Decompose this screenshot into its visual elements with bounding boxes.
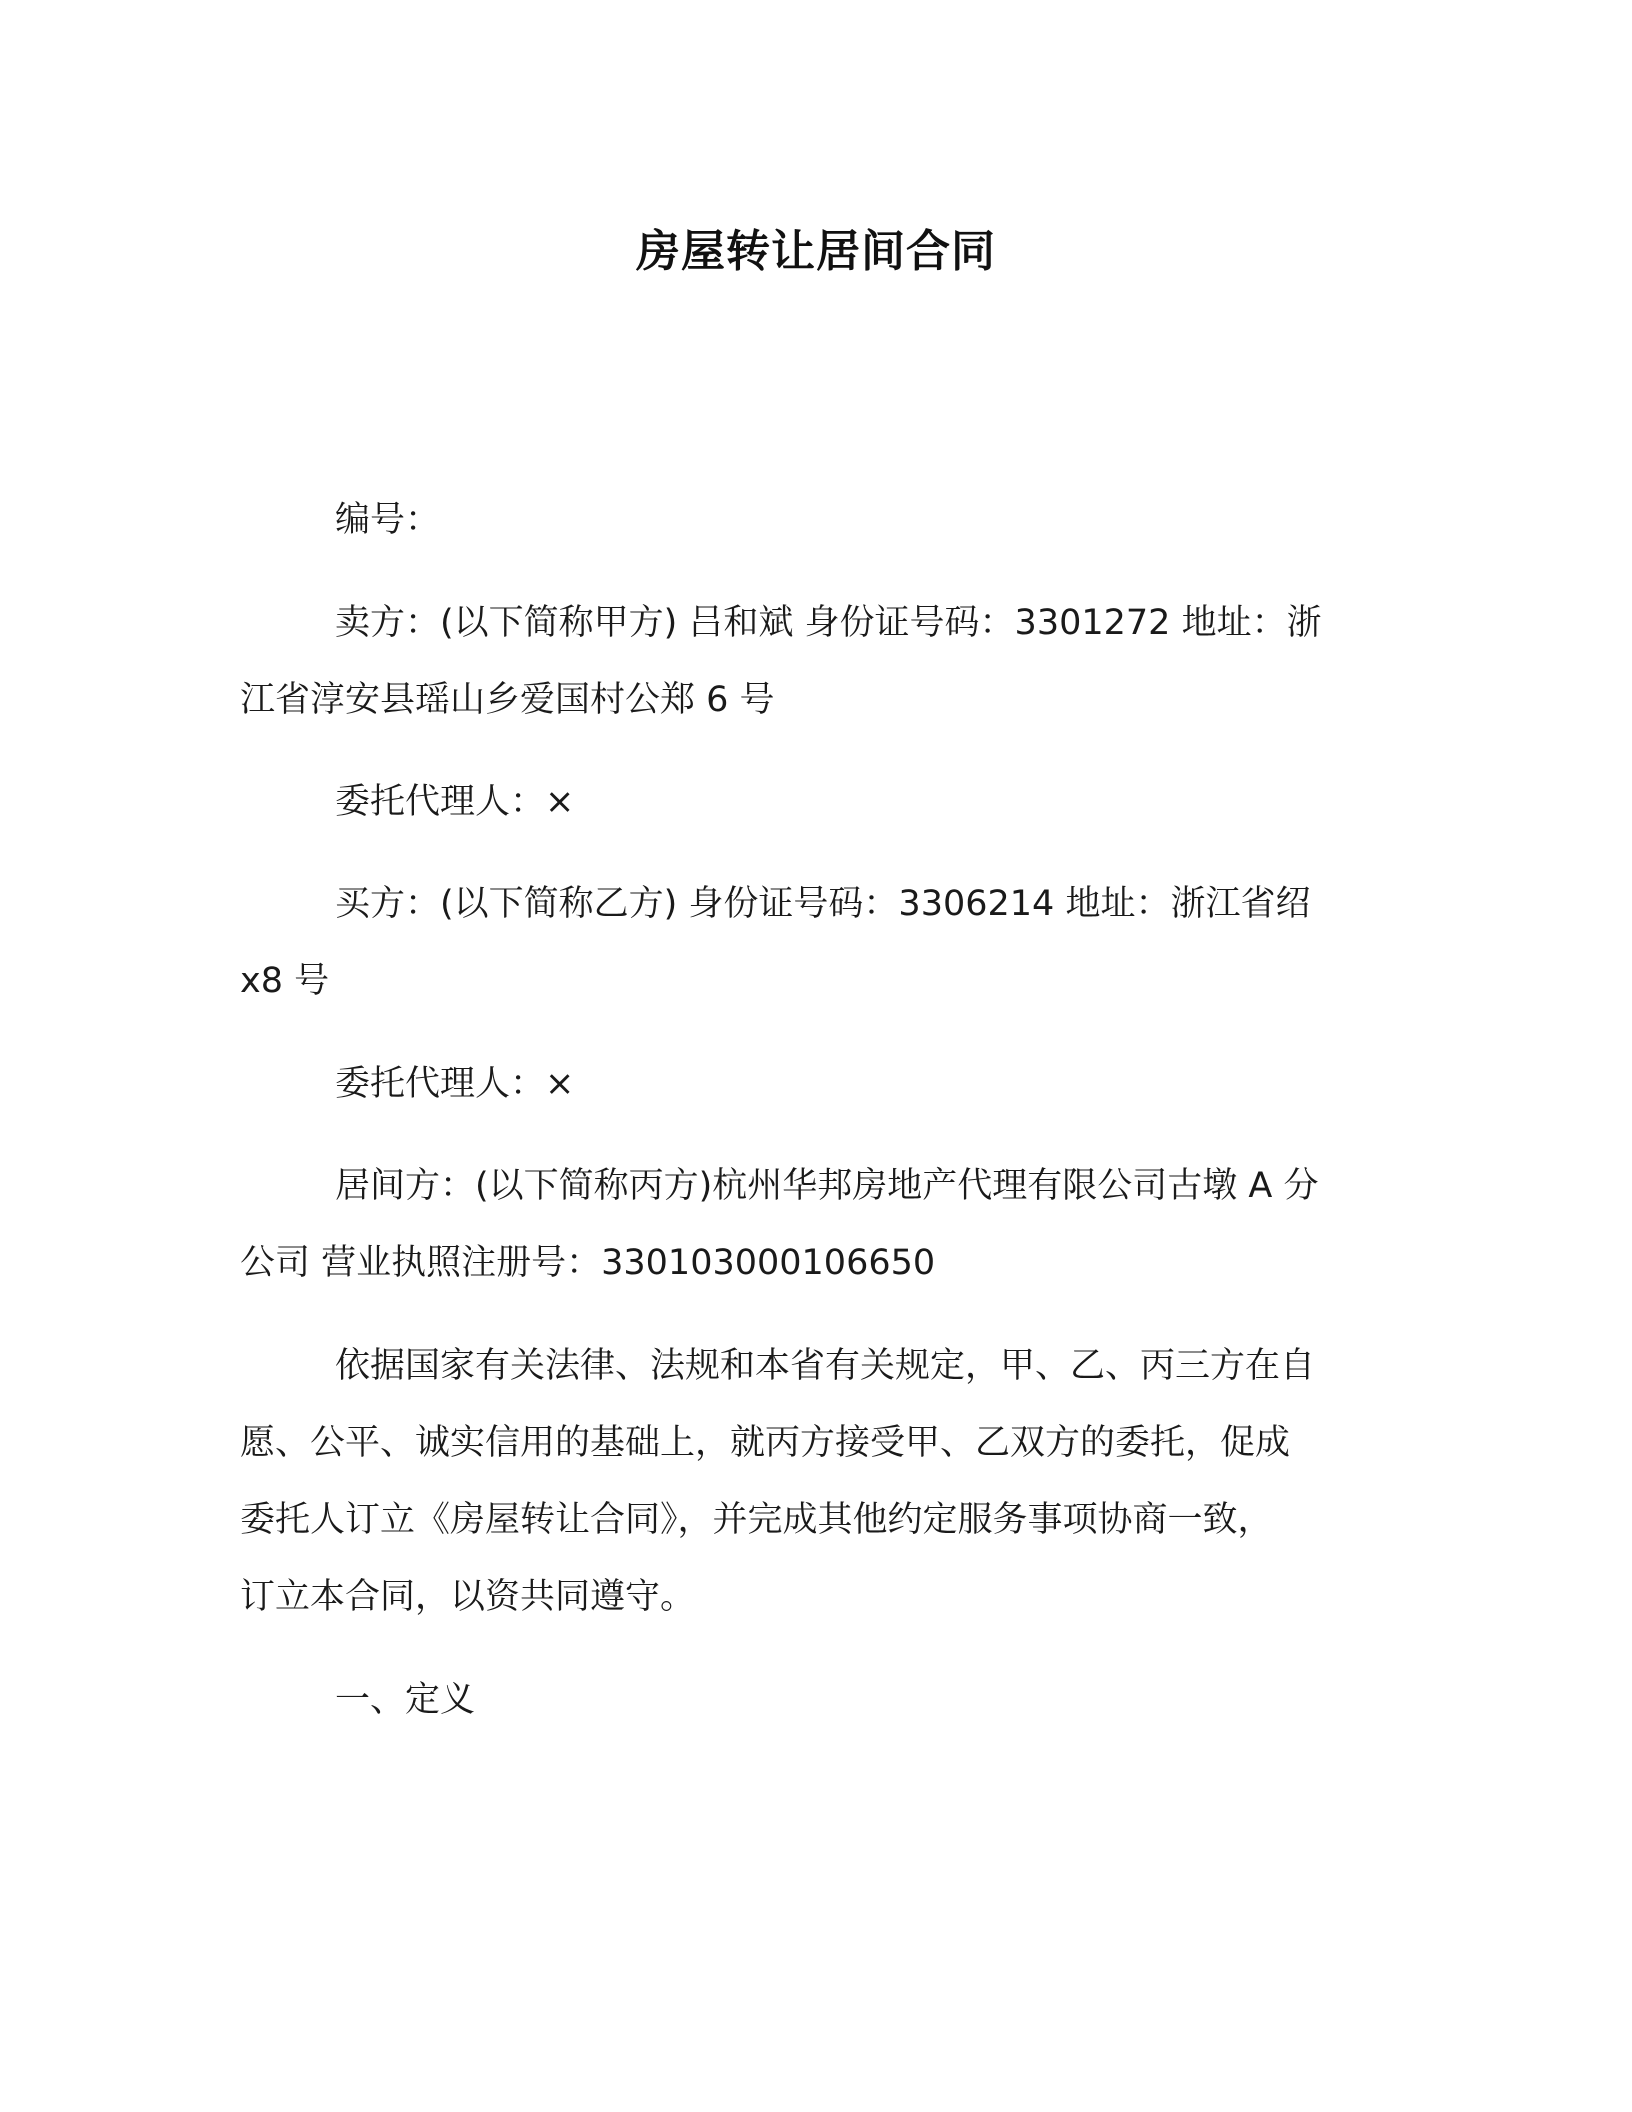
page-title: 房屋转让居间合同 (636, 226, 996, 277)
broker-paragraph (240, 1148, 1380, 1302)
preamble-line-2: 愿、公平、诚实信用的基础上，就丙方接受甲、乙双方的委托，促成 (240, 1423, 1291, 1463)
section-heading-definitions (240, 1662, 1380, 1739)
section-1-heading: 一、定义 (335, 1680, 476, 1720)
contract-number (240, 482, 1380, 559)
preamble-line-4: 订立本合同，以资共同遵守。 (240, 1577, 696, 1617)
buyer-line-1: 买方：(以下简称乙方) 身份证号码：3306214 地址：浙江省绍 (335, 884, 1311, 924)
buyer-paragraph (240, 866, 1380, 1020)
seller-line-2: 江省淳安县瑶山乡爱国村公郑 6 号 (240, 680, 775, 720)
seller-agent: 委托代理人：× (335, 782, 575, 822)
broker-line-2: 公司 营业执照注册号：330103000106650 (240, 1243, 936, 1283)
preamble-line-1: 依据国家有关法律、法规和本省有关规定，甲、乙、丙三方在自 (335, 1346, 1316, 1386)
seller-agent-paragraph (240, 764, 1380, 841)
number-label: 编号： (335, 500, 441, 540)
broker-line-1: 居间方：(以下简称丙方)杭州华邦房地产代理有限公司古墩 A 分 (335, 1166, 1319, 1206)
buyer-line-2: x8 号 (240, 961, 330, 1001)
preamble-line-3: 委托人订立《房屋转让合同》，并完成其他约定服务事项协商一致， (240, 1500, 1273, 1540)
seller-paragraph (240, 585, 1380, 739)
buyer-agent: 委托代理人：× (335, 1064, 575, 1104)
seller-line-1: 卖方：(以下简称甲方) 吕和斌 身份证号码：3301272 地址：浙 (335, 603, 1322, 643)
buyer-agent-paragraph (240, 1046, 1380, 1123)
preamble-paragraph (240, 1328, 1380, 1636)
